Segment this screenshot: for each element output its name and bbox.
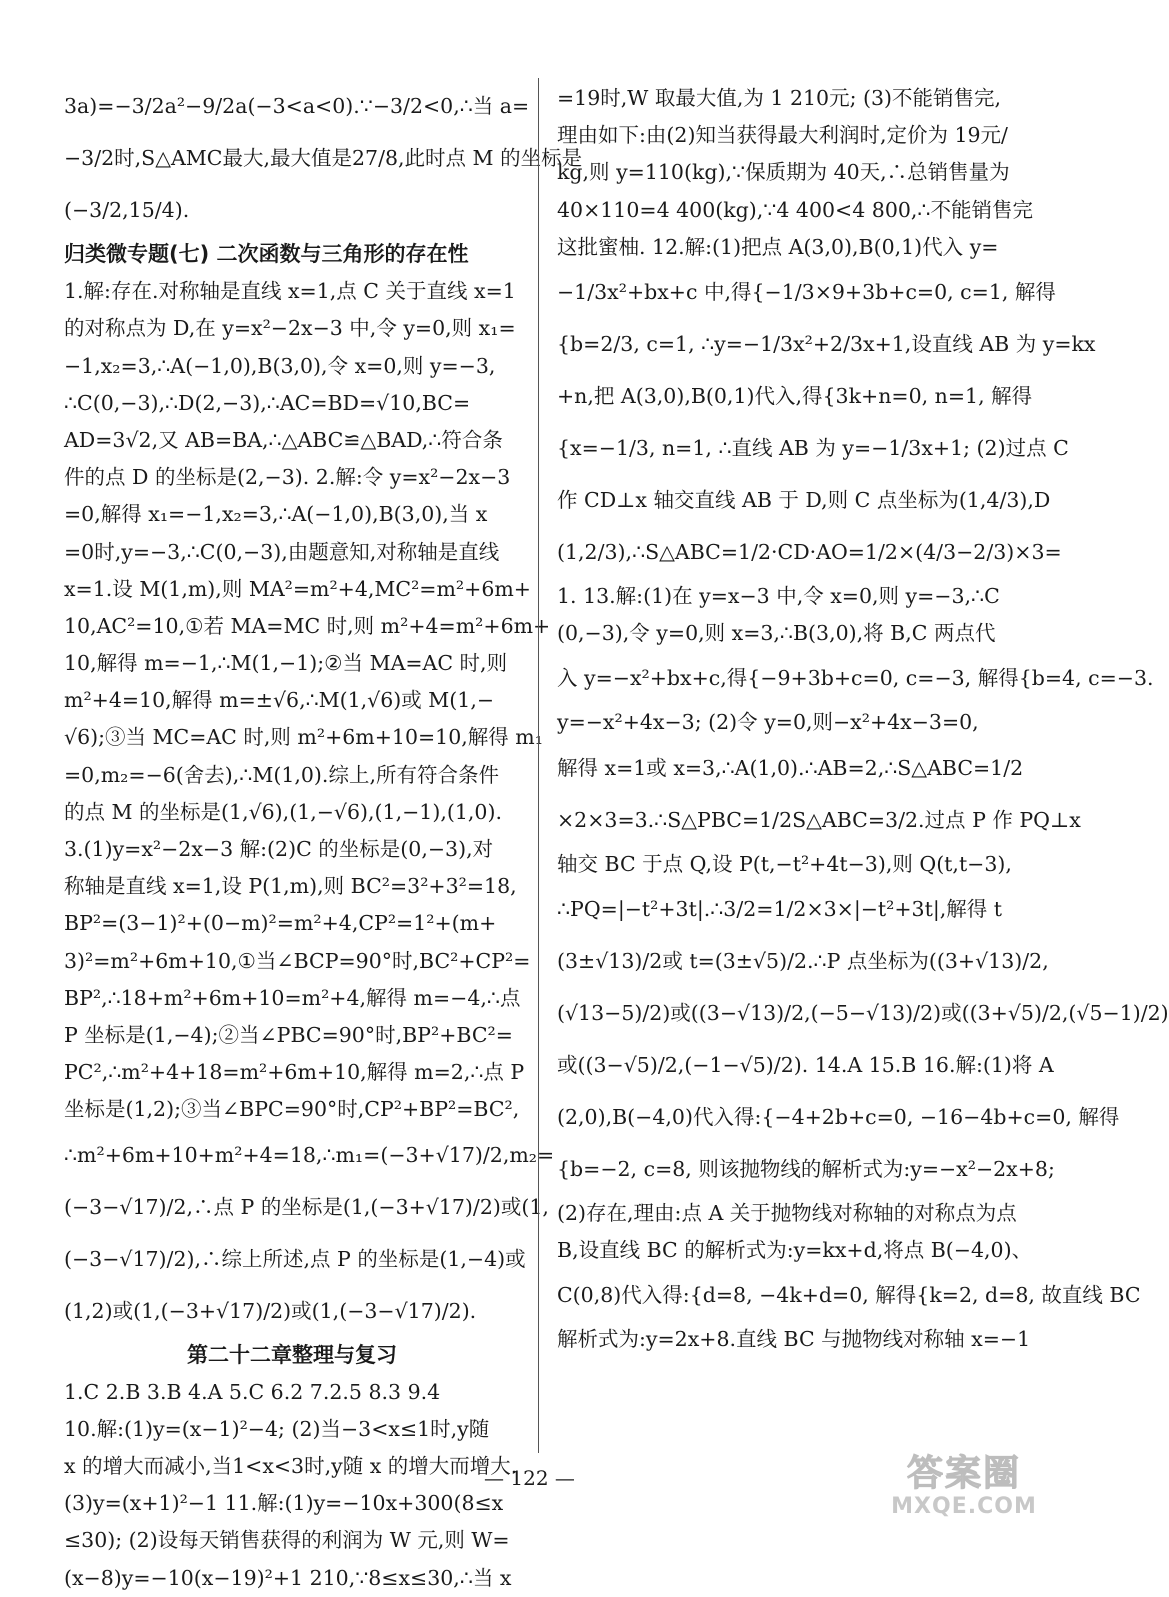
text-line: ∴PQ=|−t²+3t|.∴3/2=1/2×3×|−t²+3t|,解得 t [557, 896, 1003, 921]
text-line: −3/2时,S△AMC最大,最大值是27/8,此时点 M 的坐标是 [64, 146, 583, 170]
text-line: 1.C 2.B 3.B 4.A 5.C 6.2 7.2.5 8.3 9.4 [64, 1379, 441, 1404]
text-line: {b=2/3, c=1, ∴y=−1/3x²+2/3x+1,设直线 AB 为 y=kx [557, 331, 1096, 356]
text-line: x=1.设 M(1,m),则 MA²=m²+4,MC²=m²+6m+ [64, 576, 531, 601]
text-line: 3)²=m²+6m+10,①当∠BCP=90°时,BC²+CP²= [64, 948, 531, 973]
text-line: BP²,∴18+m²+6m+10=m²+4,解得 m=−4,∴点 [64, 985, 521, 1010]
text-line: +n,把 A(3,0),B(0,1)代入,得{3k+n=0, n=1, 解得 [557, 383, 1033, 408]
text-line: ∴C(0,−3),∴D(2,−3),∴AC=BD=√10,BC= [64, 390, 471, 415]
text-line: ×2×3=3.∴S△PBC=1/2S△ABC=3/2.过点 P 作 PQ⊥x [557, 807, 1081, 832]
text-line: PC²,∴m²+4+18=m²+6m+10,解得 m=2,∴点 P [64, 1060, 525, 1085]
text-line: 这批蜜柚. 12.解:(1)把点 A(3,0),B(0,1)代入 y= [557, 234, 999, 259]
text-line: 作 CD⊥x 轴交直线 AB 于 D,则 C 点坐标为(1,4/3),D [557, 487, 1051, 512]
text-line: (√13−5)/2)或((3−√13)/2,(−5−√13)/2)或((3+√5)/2,(√5−1)/2) [557, 1000, 1169, 1025]
column-divider [538, 78, 539, 1453]
text-line: ≤30); (2)设每天销售获得的利润为 W 元,则 W= [64, 1528, 510, 1553]
text-line: =0时,y=−3,∴C(0,−3),由题意知,对称轴是直线 [64, 539, 500, 564]
text-line: √6);③当 MC=AC 时,则 m²+6m+10=10,解得 m₁ [64, 725, 543, 750]
text-line: 或((3−√5)/2,(−1−√5)/2). 14.A 15.B 16.解:(1)将 A [557, 1052, 1054, 1077]
text-line: P 坐标是(1,−4);②当∠PBC=90°时,BP²+BC²= [64, 1022, 513, 1047]
section-heading: 归类微专题(七) 二次函数与三角形的存在性 [64, 242, 469, 266]
text-line: kg,则 y=110(kg),∵保质期为 40天,∴总销售量为 [557, 160, 1010, 185]
text-line: (1,2/3),∴S△ABC=1/2·CD·AO=1/2×(4/3−2/3)×3= [557, 539, 1062, 564]
text-line: =0,解得 x₁=−1,x₂=3,∴A(−1,0),B(3,0),当 x [64, 502, 488, 527]
text-line: {x=−1/3, n=1, ∴直线 AB 为 y=−1/3x+1; (2)过点 C [557, 435, 1069, 460]
text-line: 40×110=4 400(kg),∵4 400<4 800,∴不能销售完 [557, 197, 1033, 222]
watermark-logo [889, 1454, 1039, 1524]
text-line: 3a)=−3/2a²−9/2a(−3<a<0).∵−3/2<0,∴当 a= [64, 94, 530, 118]
text-line: −1,x₂=3,∴A(−1,0),B(3,0),令 x=0,则 y=−3, [64, 353, 496, 378]
text-line: {b=−2, c=8, 则该抛物线的解析式为:y=−x²−2x+8; [557, 1156, 1055, 1181]
text-line: 称轴是直线 x=1,设 P(1,m),则 BC²=3²+3²=18, [64, 874, 517, 899]
text-line: 的点 M 的坐标是(1,√6),(1,−√6),(1,−1),(1,0). [64, 799, 502, 824]
text-line: 3.(1)y=x²−2x−3 解:(2)C 的坐标是(0,−3),对 [64, 837, 494, 861]
text-line: 1.解:存在.对称轴是直线 x=1,点 C 关于直线 x=1 [64, 279, 516, 304]
text-line: 10,解得 m=−1,∴M(1,−1);②当 MA=AC 时,则 [64, 651, 508, 676]
text-line: 理由如下:由(2)知当获得最大利润时,定价为 19元/ [557, 123, 1008, 148]
text-line: ∴m²+6m+10+m²+4=18,∴m₁=(−3+√17)/2,m₂= [64, 1142, 555, 1167]
text-line: 1. 13.解:(1)在 y=x−3 中,令 x=0,则 y=−3,∴C [557, 583, 1000, 608]
right-column [557, 80, 1169, 1358]
text-line: =19时,W 取最大值,为 1 210元; (3)不能销售完, [557, 86, 1002, 110]
text-line: 坐标是(1,2);③当∠BPC=90°时,CP²+BP²=BC², [64, 1097, 520, 1122]
text-line: 轴交 BC 于点 Q,设 P(t,−t²+4t−3),则 Q(t,t−3), [557, 851, 1012, 876]
text-line: B,设直线 BC 的解析式为:y=kx+d,将点 B(−4,0)、 [557, 1237, 1033, 1262]
text-line: y=−x²+4x−3; (2)令 y=0,则−x²+4x−3=0, [557, 710, 979, 735]
text-line: −1/3x²+bx+c 中,得{−1/3×9+3b+c=0, c=1, 解得 [557, 279, 1056, 304]
text-line: (1,2)或(1,(−3+√17)/2)或(1,(−3−√17)/2). [64, 1298, 477, 1323]
text-line: (−3−√17)/2),∴综上所述,点 P 的坐标是(1,−4)或 [64, 1246, 526, 1271]
watermark-logo-text: 答案圈 [906, 1453, 1021, 1494]
text-line: BP²=(3−1)²+(0−m)²=m²+4,CP²=1²+(m+ [64, 911, 497, 936]
text-line: 的对称点为 D,在 y=x²−2x−3 中,令 y=0,则 x₁= [64, 316, 516, 341]
text-line: x 的增大而减小,当1<x<3时,y随 x 的增大而增大. [64, 1454, 518, 1479]
text-line: 解得 x=1或 x=3,∴A(1,0).∴AB=2,∴S△ABC=1/2 [557, 755, 1024, 780]
text-line: (0,−3),令 y=0,则 x=3,∴B(3,0),将 B,C 两点代 [557, 621, 996, 646]
text-line: (−3/2,15/4). [64, 198, 190, 222]
text-line: (−3−√17)/2,∴点 P 的坐标是(1,(−3+√17)/2)或(1, [64, 1194, 549, 1219]
text-line: (2)存在,理由:点 A 关于抛物线对称轴的对称点为点 [557, 1200, 1017, 1225]
text-line: 解析式为:y=2x+8.直线 BC 与抛物线对称轴 x=−1 [557, 1327, 1031, 1352]
section-heading: 第二十二章整理与复习 [187, 1342, 397, 1367]
text-line: C(0,8)代入得:{d=8, −4k+d=0, 解得{k=2, d=8, 故直线 BC [557, 1283, 1141, 1308]
text-line: (3±√13)/2或 t=(3±√5)/2.∴P 点坐标为((3+√13)/2, [557, 948, 1049, 973]
text-line: AD=3√2,又 AB=BA,∴△ABC≌△BAD,∴符合条 [64, 427, 503, 452]
page-number: — 122 — [484, 1466, 575, 1490]
watermark-domain: MXQE.COM [891, 1494, 1037, 1519]
text-line: (3)y=(x+1)²−1 11.解:(1)y=−10x+300(8≤x [64, 1491, 504, 1516]
text-line: m²+4=10,解得 m=±√6,∴M(1,√6)或 M(1,− [64, 688, 495, 713]
text-line: 入 y=−x²+bx+c,得{−9+3b+c=0, c=−3, 解得{b=4, c=−3. [557, 666, 1154, 691]
text-line: 件的点 D 的坐标是(2,−3). 2.解:令 y=x²−2x−3 [64, 465, 511, 490]
text-line: (x−8)y=−10(x−19)²+1 210,∵8≤x≤30,∴当 x [64, 1565, 512, 1590]
text-line: 10.解:(1)y=(x−1)²−4; (2)当−3<x≤1时,y随 [64, 1416, 490, 1441]
text-line: 10,AC²=10,①若 MA=MC 时,则 m²+4=m²+6m+ [64, 613, 551, 638]
text-line: (2,0),B(−4,0)代入得:{−4+2b+c=0, −16−4b+c=0, 解得 [557, 1104, 1120, 1129]
text-line: =0,m₂=−6(舍去),∴M(1,0).综上,所有符合条件 [64, 762, 499, 787]
